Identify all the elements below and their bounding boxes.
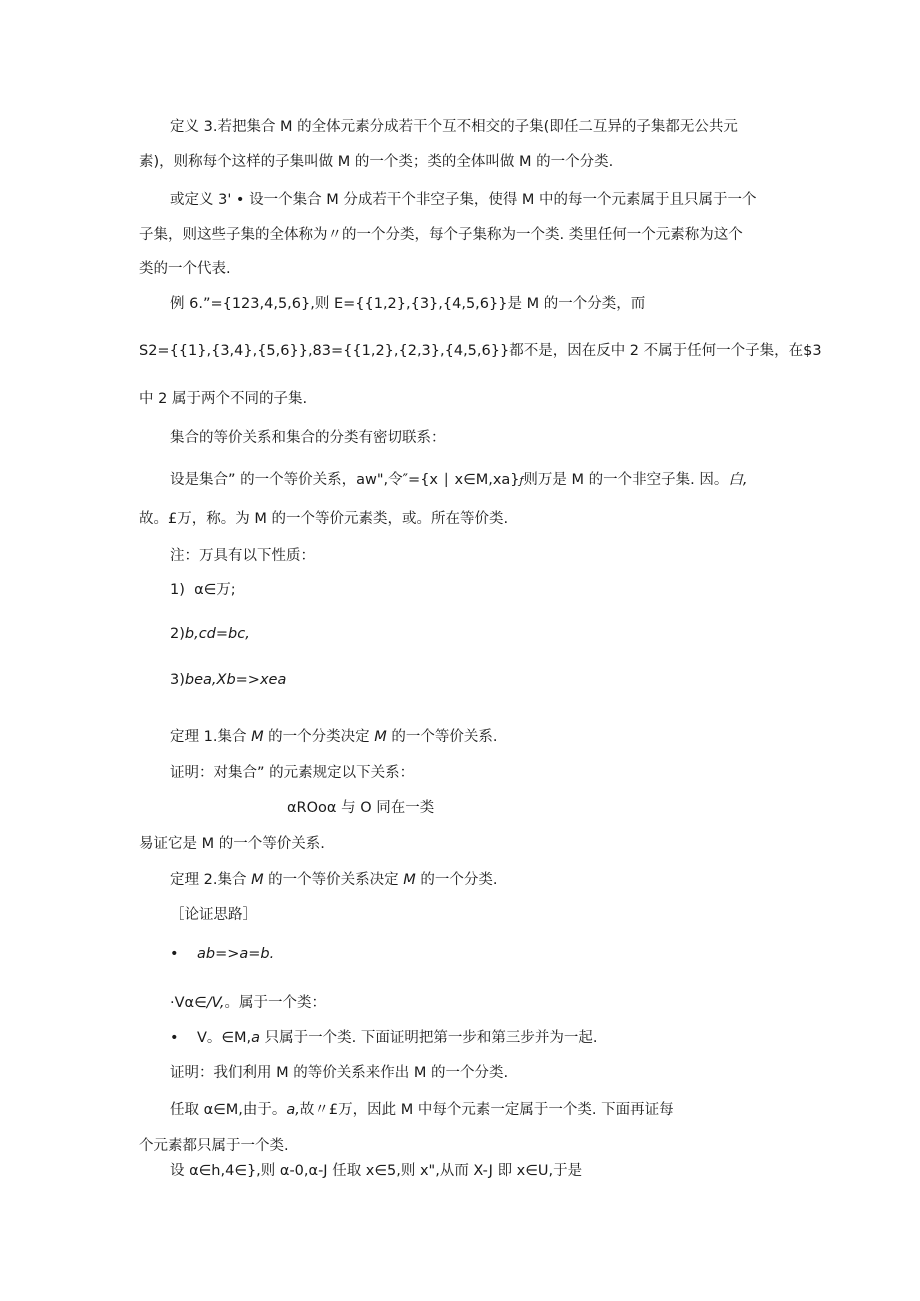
relation-intro: 集合的等价关系和集合的分类有密切联系： <box>170 430 446 446</box>
theorem-1-text-c: 的一个等价关系. <box>386 729 498 745</box>
bullet: • <box>170 1030 179 1046</box>
theorem-2-symbol-m: M <box>251 872 264 888</box>
proof-2-intro: 证明：我们利用 M 的等价关系来作出 M 的一个分类. <box>170 1065 509 1081</box>
definition-3-line-2: 素)，则称每个这样的子集叫做 M 的一个类；类的全体叫做 M 的一个分类. <box>139 154 614 170</box>
proof-2-text-a: 任取 α∈M,由于。 <box>170 1102 287 1118</box>
theorem-1-symbol-m: M <box>251 729 264 745</box>
outline-step-1-formula: ab=>a=b. <box>197 946 275 962</box>
proof-2-symbol: a, <box>286 1102 300 1118</box>
property-1-formula: α∈万; <box>194 582 236 598</box>
property-3-formula: bea,Xb=>xea <box>184 672 287 688</box>
subscript-f: ƒ <box>519 474 524 487</box>
theorem-1-symbol-m-2: M <box>374 729 387 745</box>
equivalence-class-definition-line-2: 故。£万，称。为 M 的一个等价元素类，或。所在等价类. <box>139 511 509 527</box>
property-2 <box>170 624 250 644</box>
outline-step-3-text-b: 只属于一个类. 下面证明把第一步和第三步并为一起. <box>260 1030 598 1046</box>
outline-step-2-text-a: ·Vα∈ <box>170 995 207 1011</box>
equivalence-class-text-2: 则万是 M 的一个非空子集. 因。 <box>523 472 729 488</box>
proof-2-line-1 <box>170 1100 674 1120</box>
definition-3-line-1: 定义 3.若把集合 M 的全体元素分成若干个互不相交的子集(即任二互异的子集都无公共元 <box>170 119 738 135</box>
theorem-2-text-a: 定理 2.集合 <box>170 872 252 888</box>
theorem-1-text-a: 定理 1.集合 <box>170 729 252 745</box>
proof-outline-heading: ［论证思路］ <box>170 907 257 923</box>
proof-1-relation: αROoα 与 O 同在一类 <box>287 800 435 816</box>
bullet: • <box>170 946 179 962</box>
property-3 <box>170 670 286 690</box>
definition-3prime-line-2: 子集，则这些子集的全体称为〃的一个分类，每个子集称为一个类. 类里任何一个元素称为这个 <box>139 227 743 243</box>
definition-3prime-line-3: 类的一个代表. <box>139 261 231 277</box>
outline-step-2-symbol: /V, <box>206 995 225 1011</box>
example-6-line-1: 例 6.”={123,4,5,6},则 E={{1,2},{3},{4,5,6}}是 M 的一个分类，而 <box>170 296 646 312</box>
proof-2-line-2: 个元素都只属于一个类. <box>139 1138 289 1154</box>
outline-step-3-symbol: a <box>251 1030 261 1046</box>
outline-step-1 <box>170 944 274 964</box>
theorem-2-text-b: 的一个等价关系决定 <box>263 872 404 888</box>
property-3-number: 3) <box>170 672 185 688</box>
proof-1-conclusion: 易证它是 M 的一个等价关系. <box>139 836 325 852</box>
properties-heading: 注：万具有以下性质： <box>170 548 315 564</box>
italic-symbol: 白, <box>728 472 748 488</box>
outline-step-2 <box>170 993 326 1013</box>
proof-2-text-b: 故〃£万，因此 M 中每个元素一定属于一个类. 下面再证每 <box>299 1102 674 1118</box>
property-1-number: 1) <box>170 582 185 598</box>
outline-step-3 <box>170 1028 598 1048</box>
equivalence-class-definition-line-1 <box>170 470 747 491</box>
proof-1-intro: 证明：对集合” 的元素规定以下关系： <box>170 765 415 781</box>
theorem-2 <box>170 870 498 890</box>
theorem-1 <box>170 727 498 747</box>
example-6-line-2: S2={{1},{3,4},{5,6}},83={{1,2},{2,3},{4,5,6}}都不是，因在反中 2 不属于任何一个子集，在$3 <box>139 343 822 359</box>
example-6-line-3: 中 2 属于两个不同的子集. <box>139 391 308 407</box>
outline-step-3-text-a: V。∈M, <box>197 1030 252 1046</box>
equivalence-class-text: 设是集合” 的一个等价关系，aw",令″={x ∣ x∈M,xa} <box>170 472 520 488</box>
property-2-number: 2) <box>170 626 185 642</box>
definition-3prime-line-1: 或定义 3' • 设一个集合 M 分成若干个非空子集，使得 M 中的每一个元素属于且只属于一个 <box>170 192 757 208</box>
outline-step-2-text-b: 。属于一个类： <box>224 995 326 1011</box>
theorem-2-symbol-m-2: M <box>403 872 416 888</box>
theorem-1-text-b: 的一个分类决定 <box>263 729 375 745</box>
property-1 <box>170 580 236 600</box>
property-2-formula: b,cd=bc, <box>184 626 250 642</box>
theorem-2-text-c: 的一个分类. <box>415 872 498 888</box>
proof-2-line-3: 设 α∈h,4∈},则 α-0,α-J 任取 x∈5,则 x",从而 X-J 即 x∈U,于是 <box>170 1163 583 1179</box>
